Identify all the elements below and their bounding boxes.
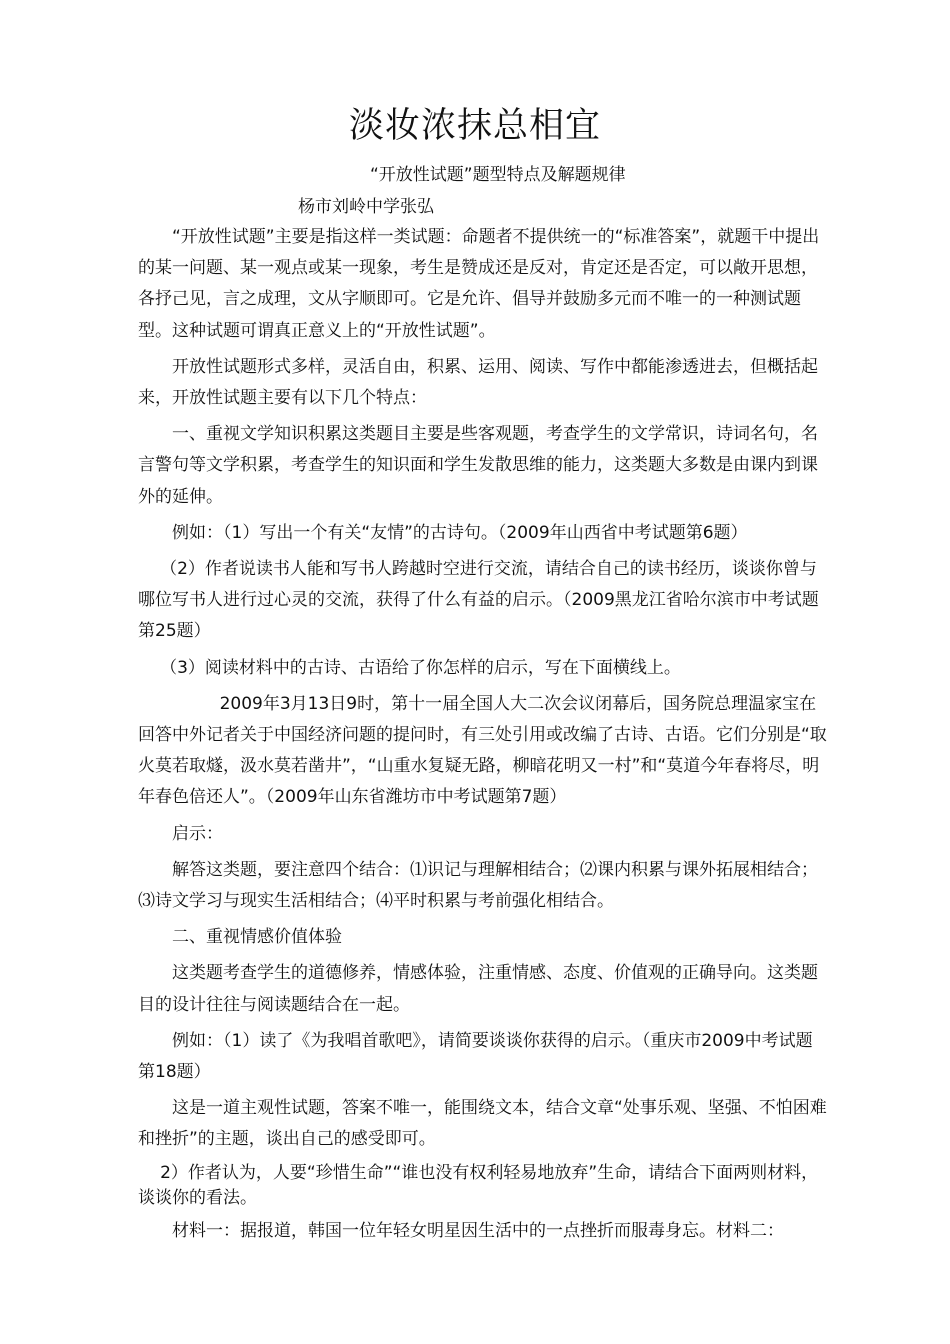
- paragraph-section-1: 一、重视文学知识积累这类题目主要是些客观题，考查学生的文学常识，诗词名句，名言警句等文学积累，考查学生的知识面和学生发散思维的能力，这类题大多数是由课内到课外的延伸。: [138, 424, 818, 507]
- document-subtitle: “开放性试题”题型特点及解题规律: [370, 165, 626, 185]
- paragraph-answer-tips: 解答这类题，要注意四个结合：⑴识记与理解相结合；⑵课内积累与课外拓展相结合；⑶诗文学习与现实生活相结合；⑷平时积累与考前强化相结合。: [138, 859, 818, 912]
- paragraph-example-3: （3）阅读材料中的古诗、古语给了你怎样的启示，写在下面横线上。: [160, 657, 681, 678]
- paragraph-analysis: 这是一道主观性试题，答案不唯一，能围绕文本，结合文章“处事乐观、坚强、不怕困难和挫折”的主题，谈出自己的感受即可。: [138, 1098, 827, 1150]
- document-title: 淡妆浓抹总相宜: [348, 106, 601, 146]
- author-line: 杨市刘岭中学张弘: [298, 197, 434, 217]
- paragraph-example-4: 例如：（1）读了《为我唱首歌吧》，请简要谈谈你获得的启示。（重庆市2009中考试题第18题）: [138, 1030, 813, 1083]
- paragraph-section-2-desc: 这类题考查学生的道德修养，情感体验，注重情感、态度、价值观的正确导向。这类题目的设计往往与阅读题结合在一起。: [138, 963, 818, 1015]
- paragraph-section-2: 二、重视情感价值体验: [172, 927, 342, 948]
- paragraph-example-1: 例如：（1）写出一个有关“友情”的古诗句。（2009年山西省中考试题第6题）: [172, 522, 748, 543]
- paragraph-material-1: 材料一：据报道，韩国一位年轻女明星因生活中的一点挫折而服毒身忘。材料二：: [172, 1220, 784, 1241]
- paragraph-material: 2009年3月13日9时，第十一届全国人大二次会议闭幕后，国务院总理温家宝在回答中外记者关于中国经济问题的提问时，有三处引用或改编了古诗、古语。它们分别是“取火莫若取燧，汲水莫若凿井”，“山重水复疑无路，柳暗花明又一村”和“莫道今年春将尽，明年春色倍还人”。（2009年山东省潍坊市中考试题第7题）: [138, 693, 827, 808]
- document-body: [138, 222, 828, 1247]
- paragraph-example-2: （2）作者说读书人能和写书人跨越时空进行交流，请结合自己的读书经历，谈谈你曾与哪位写书人进行过心灵的交流，获得了什么有益的启示。（2009黑龙江省哈尔滨市中考试题第25题）: [138, 559, 819, 642]
- paragraph-example-5: 2）作者认为，人要“珍惜生命”“谁也没有权利轻易地放弃”生命，请结合下面两则材料，谈谈你的看法。: [138, 1162, 819, 1208]
- paragraph-inspiration: 启示：: [172, 823, 223, 844]
- paragraph-overview: 开放性试题形式多样，灵活自由，积累、运用、阅读、写作中都能渗透进去，但概括起来，开放性试题主要有以下几个特点：: [138, 356, 818, 409]
- paragraph-intro: “开放性试题”主要是指这样一类试题：命题者不提供统一的“标准答案”，就题干中提出的某一问题、某一观点或某一现象，考生是赞成还是反对，肯定还是否定，可以敞开思想，各抒己见，言之成理，文从字顺即可。它是允许、倡导并鼓励多元而不唯一的一种测试题型。这种试题可谓真正意义上的“开放性试题”。: [138, 227, 820, 341]
